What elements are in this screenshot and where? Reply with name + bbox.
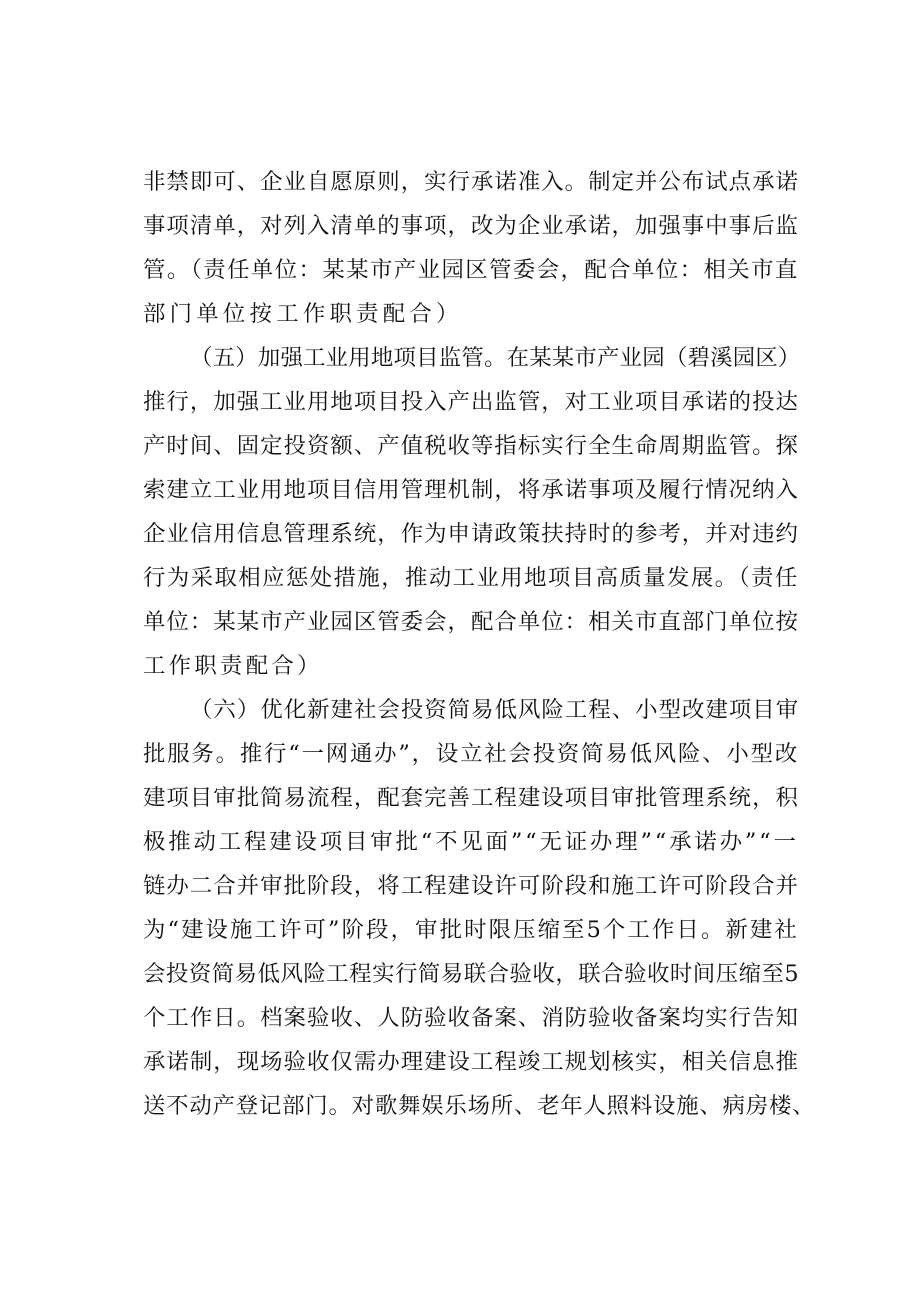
text-line: 单位：某某市产业园区管委会，配合单位：相关市直部门单位按 [143,609,799,635]
paragraph-first-line: （五）加强工业用地项目监管。在某某市产业园（碧溪园区） [190,345,801,371]
paragraph-first-line: （六）优化新建社会投资简易低风险工程、小型改建项目审 [190,697,799,723]
text-line: 工作职责配合） [143,653,323,679]
text-line: 企业信用信息管理系统，作为申请政策扶持时的参考，并对违约 [143,521,799,547]
text-line: 非禁即可、企业自愿原则，实行承诺准入。制定并公布试点承诺 [143,169,799,195]
text-line: 链办二合并审批阶段，将工程建设许可阶段和施工许可阶段合并 [143,873,799,899]
text-line: 批服务。推行“一网通办”，设立社会投资简易低风险、小型改 [143,741,799,767]
text-line: 部门单位按工作职责配合） [143,301,463,327]
text-line: 会投资简易低风险工程实行简易联合验收，联合验收时间压缩至5 [143,961,799,987]
text-line: 承诺制，现场验收仅需办理建设工程竣工规划核实，相关信息推 [143,1049,799,1075]
text-line: 事项清单，对列入清单的事项，改为企业承诺，加强事中事后监 [143,213,799,239]
text-line: 推行，加强工业用地项目投入产出监管，对工业项目承诺的投达 [143,389,799,415]
text-line: 索建立工业用地项目信用管理机制，将承诺事项及履行情况纳入 [143,477,799,503]
text-line: 送不动产登记部门。对歌舞娱乐场所、老年人照料设施、病房楼、 [143,1093,815,1119]
text-line: 管。（责任单位：某某市产业园区管委会，配合单位：相关市直 [143,257,799,283]
text-line: 个工作日。档案验收、人防验收备案、消防验收备案均实行告知 [143,1005,799,1031]
text-line: 为“建设施工许可”阶段，审批时限压缩至5个工作日。新建社 [143,917,799,943]
text-line: 行为采取相应惩处措施，推动工业用地项目高质量发展。（责任 [143,565,799,591]
text-line: 建项目审批简易流程，配套完善工程建设项目审批管理系统，积 [143,785,799,811]
text-line: 产时间、固定投资额、产值税收等指标实行全生命周期监管。探 [143,433,799,459]
text-line: 极推动工程建设项目审批“不见面”“无证办理”“承诺办”“一 [143,829,799,855]
